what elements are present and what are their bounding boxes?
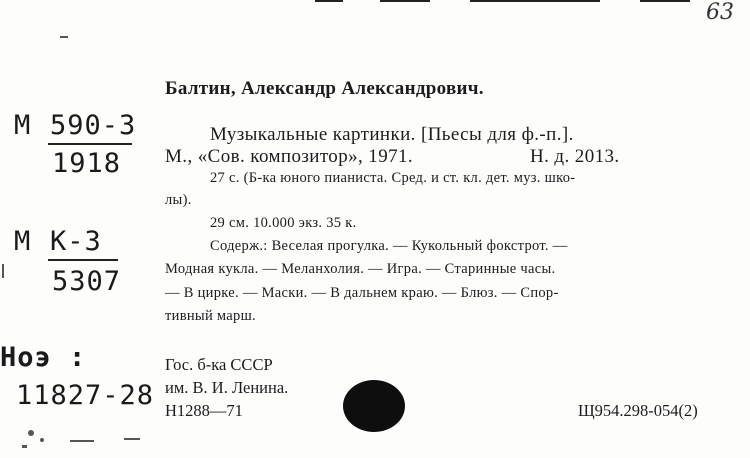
call-number-shelf: 5307 bbox=[52, 266, 122, 297]
edition-code: Н. д. 2013. bbox=[530, 146, 620, 167]
call-number-shelf: 11827-28 bbox=[16, 380, 155, 411]
corner-number: 63 bbox=[706, 0, 734, 25]
series-line-continued: лы). bbox=[165, 192, 192, 208]
top-border-fragment bbox=[640, 0, 690, 2]
contents-line: тивный марш. bbox=[165, 308, 256, 324]
title-line: Музыкальные картинки. [Пьесы для ф.-п.]. bbox=[210, 124, 574, 145]
ink-speck bbox=[22, 445, 27, 448]
ink-speck bbox=[124, 438, 140, 440]
call-number-prefix: Ноэ : bbox=[0, 342, 87, 373]
call-number-code: К-3 bbox=[50, 226, 102, 257]
publisher-line: М., «Сов. композитор», 1971. bbox=[165, 146, 414, 167]
contents-line: — В цирке. — Маски. — В дальнем краю. — Блюз. — Спор- bbox=[165, 285, 559, 301]
ink-stamp-blot bbox=[343, 380, 405, 432]
library-name-continued: им. В. И. Ленина. bbox=[165, 378, 289, 397]
ink-speck bbox=[28, 430, 34, 436]
library-name: Гос. б-ка СССР bbox=[165, 355, 273, 374]
ink-speck bbox=[60, 36, 68, 38]
catalog-code: Щ954.298-054(2) bbox=[578, 401, 698, 420]
contents-line: Модная кукла. — Меланхолия. — Игра. — Старинные часы. bbox=[165, 261, 556, 277]
top-border-fragment bbox=[315, 0, 343, 2]
library-order-number: Н1288—71 bbox=[165, 401, 243, 420]
ink-speck bbox=[40, 438, 44, 442]
call-number-prefix: M bbox=[14, 110, 32, 141]
call-number-prefix: M bbox=[14, 226, 32, 257]
call-number-rule bbox=[48, 143, 132, 145]
author-heading: Балтин, Александр Александрович. bbox=[165, 78, 484, 99]
contents-line: Содерж.: Веселая прогулка. — Кукольный фокстрот. — bbox=[210, 238, 568, 254]
call-number-code: 590-3 bbox=[50, 110, 137, 141]
call-number-shelf: 1918 bbox=[52, 148, 122, 179]
physical-description: 29 см. 10.000 экз. 35 к. bbox=[210, 215, 357, 231]
call-number-rule bbox=[48, 259, 118, 261]
top-border-fragment bbox=[380, 0, 430, 2]
top-border-fragment bbox=[470, 0, 600, 2]
series-line: 27 с. (Б-ка юного пианиста. Сред. и ст. кл. дет. муз. шко- bbox=[210, 170, 576, 186]
ink-speck bbox=[2, 264, 4, 278]
ink-speck bbox=[70, 440, 94, 442]
